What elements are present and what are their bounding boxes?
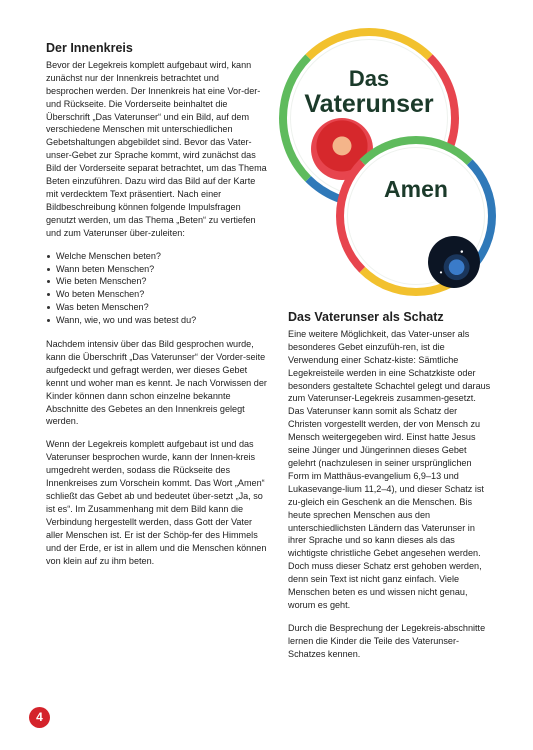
question-item: Welche Menschen beten?	[46, 250, 268, 263]
question-item: Wann beten Menschen?	[46, 263, 268, 276]
question-item: Wann, wie, wo und was betest du?	[46, 314, 268, 327]
section-heading-schatz: Das Vaterunser als Schatz	[288, 310, 444, 324]
card-title-amen: Amen	[384, 176, 448, 202]
paragraph-schluss: Durch die Besprechung der Legekreis-abschnitte lernen die Kinder die Teile des Vaterunser-Schatzes kennen.	[288, 622, 486, 659]
left-column	[46, 42, 268, 577]
intro-paragraph: Bevor der Legekreis komplett aufgebaut wird, kann zunächst nur der Innenkreis betrachtet und besprochen werden. Der Innenkreis hat eine Vor-der- und Rückseite. Die Vorderseite beinhaltet die Überschrift „Das Vaterunser“ und ein Bild, auf dem verschiedene Menschen mit unterschiedlichen Gebetshaltungen abgebildet sind. Bevor das Vater-unser-Gebet zur Sprache kommt, wird zunächst das Bild der Vorderseite separat betrachtet, um das Thema Beten einzuführen. Dazu wird das Bild auf der Karte mit verdecktem Text präsentiert. Nach einer Bildbeschreibung können folgende Impulsfragen genutzt werden, um das Thema „Beten“ zu vertiefen und zum Vaterunser über-zuleiten:	[46, 59, 267, 238]
earth-in-space-illustration	[428, 236, 480, 288]
card-title-line1: Das	[348, 66, 390, 91]
question-item: Was beten Menschen?	[46, 301, 268, 314]
innenkreis-back-card	[336, 136, 496, 296]
right-column	[288, 311, 493, 671]
impulse-question-list	[46, 250, 268, 327]
paragraph-rueckseite: Wenn der Legekreis komplett aufgebaut ist und das Vaterunser besprochen wurde, kann der Innen-kreis umgedreht werden, sodass die Rückseite des Innenkreises zum Vorschein kommt. Das Wort „Amen“ schließt das Gebet ab und bedeutet über-setzt „Ja, so ist es“. Im Zusammenhang mit dem Bild kann die Verbindung hergestellt werden, dass Gott der Vater aller Menschen ist. Er ist der Schöp-fer des Himmels und der Erde, er ist in allem und die Menschen können von klein auf zu ihm beten.	[46, 439, 267, 566]
page-number-badge: 4	[29, 707, 50, 728]
card-title-line2: Vaterunser	[304, 90, 434, 118]
paragraph-vorderseite: Nachdem intensiv über das Bild gesprochen wurde, kann die Überschrift „Das Vaterunser“ der Vorder-seite aufgedeckt und gefragt werden, wer dieses Gebet kennt und woher man es kennt. Je nach Vorwissen der Kinder können dann schon einzelne bekannte Abschnitte des Gebetes an den Innenkreis gelegt werden.	[46, 339, 267, 427]
paragraph-schatzkiste: Eine weitere Möglichkeit, das Vater-unser als besonderes Gebet einzufüh-ren, ist die Verwendung einer Schatz-kiste: Sämtliche Legekreisteile werden in eine Schatzkiste oder besonders gestaltete Schachtel gelegt und daraus zum Vaterunser-Legekreis zusammen-gesetzt. Das Vaterunser kann somit als Schatz der Christen vorgestellt werden, der von Mensch zu Mensch weitergegeben wird. Einst hatte Jesus seine Jünger und Jüngerinnen dieses Gebet gelehrt (nachzulesen in seiner ursprünglichen Form im Matthäus-evangelium 6,9–13 und Lukasevange-lium 11,2–4), und dieser Schatz ist zu-gleich ein Geschenk an die Menschen. Bis heute sprechen Menschen aus den unterschiedlichsten Ländern das Vaterunser in ihrer Sprache und so kann dieses als das wichtigste christliche Gebet angesehen werden. Doch muss dieser Schatz erst gehoben werden, denn sein Text ist nicht ganz einfach. Viele Menschen beten es und wissen nicht genau, worum es geht.	[288, 328, 491, 610]
question-item: Wo beten Menschen?	[46, 288, 268, 301]
section-heading-innenkreis: Der Innenkreis	[46, 41, 133, 55]
question-item: Wie beten Menschen?	[46, 275, 268, 288]
